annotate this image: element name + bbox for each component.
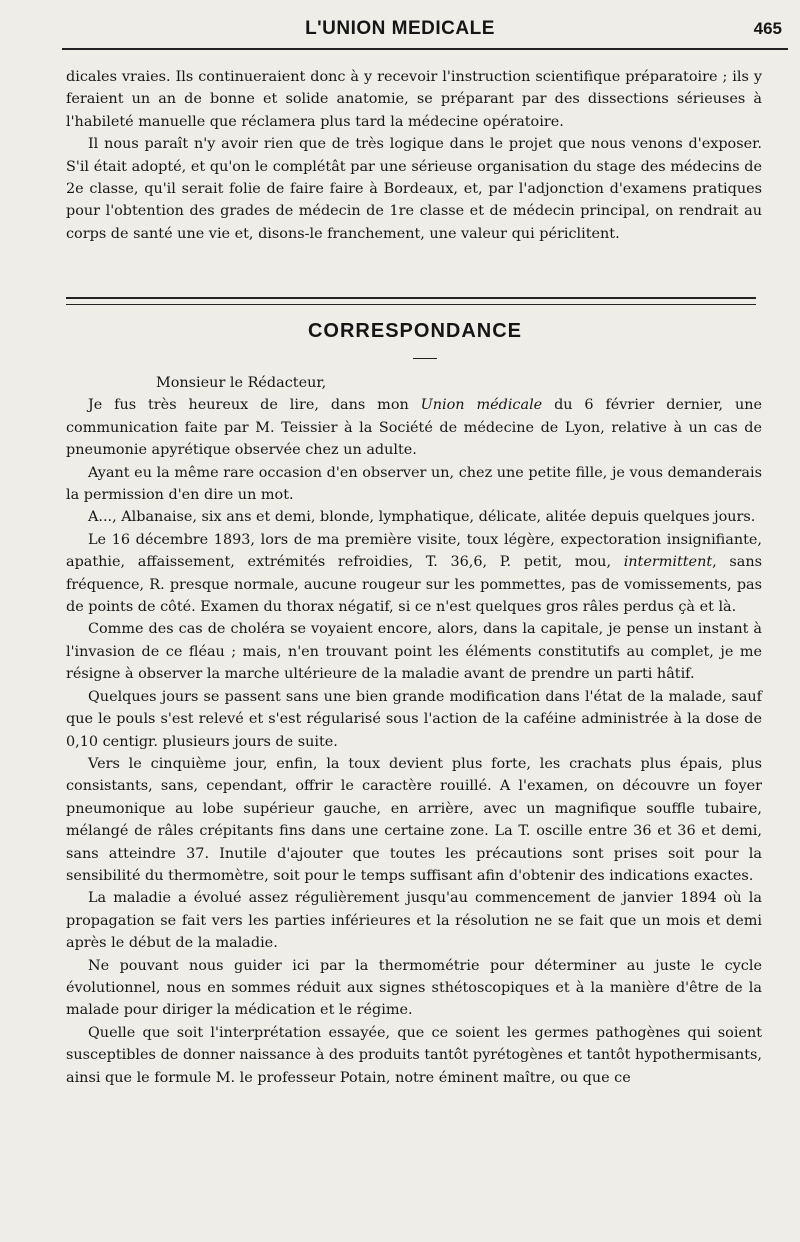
p1-before: Je fus très heureux de lire, dans mon — [88, 397, 421, 414]
letter-paragraph-8: La maladie a évolué assez régulièrement jusqu'au commencement de janvier 1894 où la propagation se fait vers les parties inférieures et la résolution ne se fait que un mois et demi après le début de la maladie. — [66, 890, 762, 952]
journal-name: Union médicale — [420, 397, 543, 414]
letter-salutation: Monsieur le Rédacteur, — [156, 375, 327, 391]
intro-paragraph-1: dicales vraies. Ils continueraient donc à y recevoir l'instruction scientifique préparatoire ; ils y feraient un an de bonne et solide anatomie, se préparant par des dissections sérieuses à l'habileté manuelle que réclamera plus tard la médecine opératoire. — [66, 69, 762, 130]
intro-paragraph-2: Il nous paraît n'y avoir rien que de très logique dans le projet que nous venons d'exposer. S'il était adopté, et qu'on le complétât par une sérieuse organisation du stage des médecins de 2e classe, qu'il serait folie de faire faire à Bordeaux, et, par l'adjonction d'examens pratiques pour l'obtention des grades de médecin de 1re classe et de médecin principal, on rendrait au corps de santé une vie et, disons-le franchement, une valeur qui périclitent. — [66, 136, 762, 242]
page-number: 465 — [753, 19, 782, 38]
section-title: CORRESPONDANCE — [307, 320, 523, 342]
intro-text — [66, 66, 762, 245]
section-divider — [66, 297, 756, 305]
running-title: L'UNION MEDICALE — [305, 18, 495, 39]
letter-paragraph-6: Quelques jours se passent sans une bien grande modification dans l'état de la malade, sauf que le pouls s'est relevé et s'est régularisé sous l'action de la caféine administrée à la dose de 0,10 centigr. plusieurs jours de suite. — [66, 688, 762, 750]
letter-paragraph-5: Comme des cas de choléra se voyaient encore, alors, dans la capitale, je pense un instant à l'invasion de ce fléau ; mais, n'en trouvant point les éléments constitutifs au complet, je me résigne à observer la marche ultérieure de la maladie avant de prendre un parti hâtif. — [66, 621, 762, 683]
letter-paragraph-7: Vers le cinquième jour, enfin, la toux devient plus forte, les crachats plus épais, plus consistants, sans, cependant, offrir le caractère rouillé. A l'examen, on découvre un foyer pneumonique au lobe supérieur gauche, en arrière, avec un magnifique souffle tubaire, mélangé de râles crépitants fins dans une certaine zone. La T. oscille entre 36 et 36 et demi, sans atteindre 37. Inutile d'ajouter que toutes les précautions sont prises soit pour la sensibilité du thermomètre, soit pour le temps suffisant afin d'obtenir des indications exactes. — [66, 755, 762, 884]
p4-before: Le 16 décembre 1893, lors de ma première visite, toux légère, expectoration insignifiante, apathie, affaissement, extrémités refroidies, T. 36,6, P. petit, mou, — [66, 531, 762, 571]
letter-paragraph-9: Ne pouvant nous guider ici par la thermométrie pour déterminer au juste le cycle évolutionnel, nous en sommes réduit aux signes sthétoscopiques et à la manière d'être de la malade pour diriger la médication et le régime. — [66, 957, 762, 1019]
letter-paragraph-10: Quelle que soit l'interprétation essayée, que ce soient les germes pathogènes qui soient susceptibles de donner naissance à des produits tantôt pyrétogènes et tantôt hypothermisants, ainsi que le formule M. le professeur Potain, notre éminent maître, ou que ce — [66, 1024, 762, 1086]
letter-body — [66, 372, 762, 1089]
letter-paragraph-4 — [66, 529, 762, 619]
letter-paragraph-3: A..., Albanaise, six ans et demi, blonde, lymphatique, délicate, alitée depuis quelques jours. — [88, 509, 756, 526]
letter-paragraph-2: Ayant eu la même rare occasion d'en observer un, chez une petite fille, je vous demanderais la permission d'en dire un mot. — [66, 464, 762, 504]
p1-after: du 6 février dernier, une communication faite par M. Teissier à la Société de médecine de Lyon, relative à un cas de pneumonie apyrétique observée chez un adulte. — [66, 397, 762, 459]
running-header — [0, 18, 800, 48]
p4-after: , sans fréquence, R. presque normale, aucune rougeur sur les pommettes, pas de vomissements, pas de points de côté. Examen du thorax négatif, si ce n'est quelques gros râles perdus çà et là. — [66, 554, 762, 616]
letter-paragraph-1 — [66, 394, 762, 461]
title-underline — [413, 358, 437, 359]
header-rule — [62, 48, 788, 50]
p4-italic: intermittent — [623, 554, 713, 571]
